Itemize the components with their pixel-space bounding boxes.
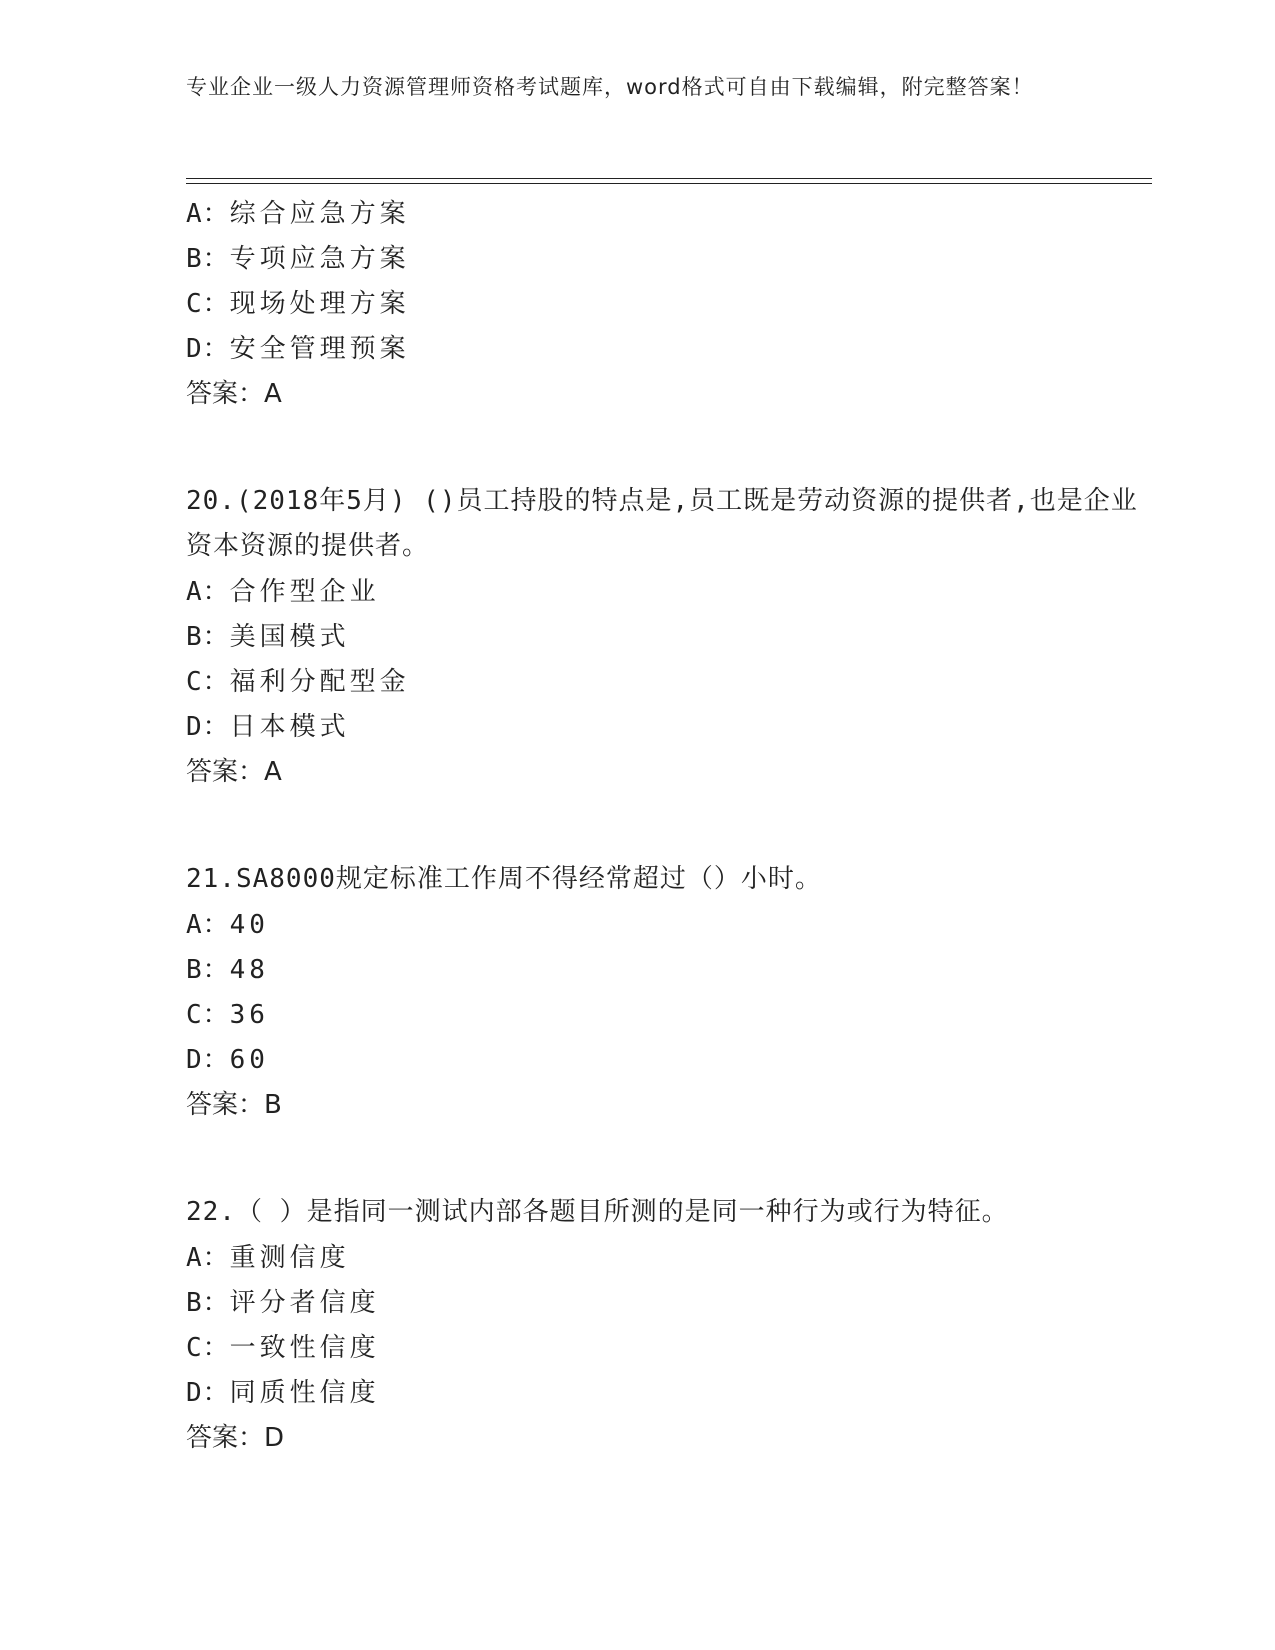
option-label: A： bbox=[186, 577, 230, 607]
option-c bbox=[186, 993, 1152, 1038]
option-label: C： bbox=[186, 289, 230, 319]
option-a bbox=[186, 903, 1152, 948]
question-text: 20.(2018年5月) ()员工持股的特点是,员工既是劳动资源的提供者,也是企业资本资源的提供者。 bbox=[186, 486, 1138, 561]
option-text: 48 bbox=[229, 955, 269, 985]
option-b bbox=[186, 615, 1152, 660]
option-text: 一致性信度 bbox=[229, 1333, 380, 1363]
option-a bbox=[186, 570, 1152, 615]
option-label: B： bbox=[186, 622, 230, 652]
option-label: B： bbox=[186, 1288, 230, 1318]
option-label: C： bbox=[186, 667, 230, 697]
option-b bbox=[186, 948, 1152, 993]
question-text: 21.SA8000规定标准工作周不得经常超过（）小时。 bbox=[186, 864, 822, 894]
option-label: D： bbox=[186, 712, 230, 742]
option-d bbox=[186, 1038, 1152, 1083]
option-label: A： bbox=[186, 199, 230, 229]
option-text: 评分者信度 bbox=[229, 1288, 380, 1318]
option-label: D： bbox=[186, 334, 230, 364]
option-b bbox=[186, 237, 1152, 282]
option-label: C： bbox=[186, 1000, 230, 1030]
answer-line: 答案：A bbox=[186, 757, 282, 787]
answer-line: 答案：A bbox=[186, 379, 282, 409]
option-text: 重测信度 bbox=[229, 1243, 350, 1273]
option-label: D： bbox=[186, 1045, 230, 1075]
header-rule-top bbox=[186, 178, 1152, 179]
option-c bbox=[186, 1326, 1152, 1371]
question-list bbox=[186, 192, 1152, 1523]
option-c bbox=[186, 660, 1152, 705]
option-text: 专项应急方案 bbox=[229, 244, 410, 274]
option-c bbox=[186, 282, 1152, 327]
option-a bbox=[186, 1236, 1152, 1281]
option-text: 36 bbox=[229, 1000, 269, 1030]
option-text: 日本模式 bbox=[229, 712, 350, 742]
option-text: 安全管理预案 bbox=[229, 334, 410, 364]
answer-line: 答案：D bbox=[186, 1423, 285, 1453]
option-text: 40 bbox=[229, 910, 269, 940]
question-text: 22.（ ）是指同一测试内部各题目所测的是同一种行为或行为特征。 bbox=[186, 1197, 1009, 1227]
question-block bbox=[186, 1190, 1152, 1461]
option-d bbox=[186, 1371, 1152, 1416]
option-b bbox=[186, 1281, 1152, 1326]
option-d bbox=[186, 705, 1152, 750]
option-label: B： bbox=[186, 244, 230, 274]
option-text: 综合应急方案 bbox=[229, 199, 410, 229]
option-a bbox=[186, 192, 1152, 237]
option-label: A： bbox=[186, 910, 230, 940]
question-block bbox=[186, 857, 1152, 1128]
question-block bbox=[186, 479, 1152, 795]
option-text: 合作型企业 bbox=[229, 577, 380, 607]
option-text: 美国模式 bbox=[229, 622, 350, 652]
option-label: A： bbox=[186, 1243, 230, 1273]
option-text: 福利分配型金 bbox=[229, 667, 410, 697]
question-block bbox=[186, 192, 1152, 417]
option-text: 现场处理方案 bbox=[229, 289, 410, 319]
option-label: D： bbox=[186, 1378, 230, 1408]
header-rule-bottom bbox=[186, 183, 1152, 184]
option-d bbox=[186, 327, 1152, 372]
option-text: 60 bbox=[229, 1045, 269, 1075]
option-label: B： bbox=[186, 955, 230, 985]
answer-line: 答案：B bbox=[186, 1090, 282, 1120]
document-header: 专业企业一级人力资源管理师资格考试题库，word格式可自由下载编辑，附完整答案！ bbox=[186, 75, 1034, 99]
option-label: C： bbox=[186, 1333, 230, 1363]
option-text: 同质性信度 bbox=[229, 1378, 380, 1408]
